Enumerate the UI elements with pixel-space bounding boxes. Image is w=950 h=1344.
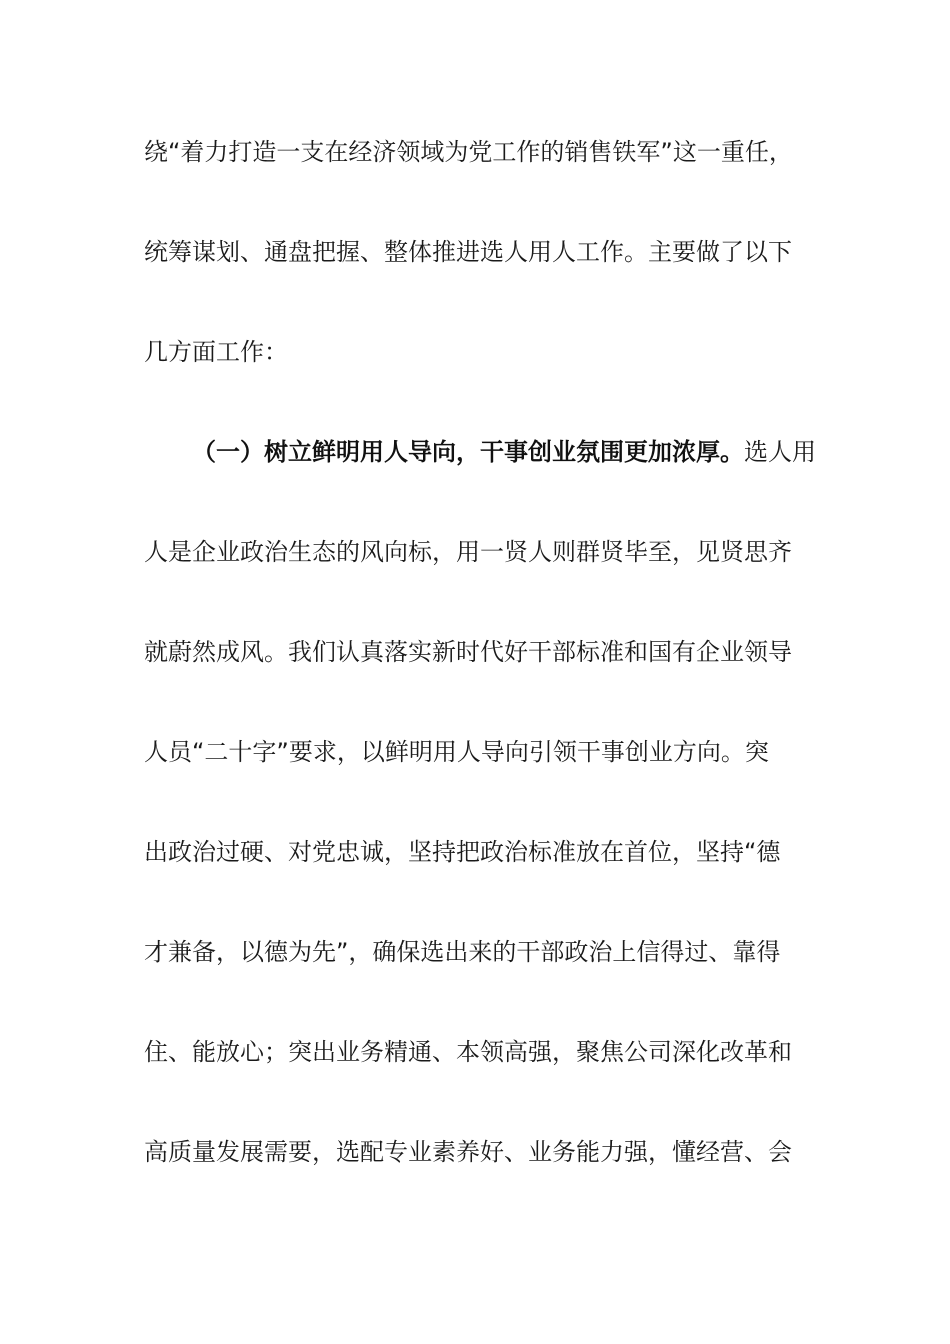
text-line: 高质量发展需要，选配专业素养好、业务能力强，懂经营、会: [144, 1138, 792, 1166]
body-text: [144, 122, 824, 1222]
text-line: 绕“着力打造一支在经济领域为党工作的销售铁军”这一重任，: [144, 138, 793, 166]
text-line: 就蔚然成风。我们认真落实新时代好干部标准和国有企业领导: [144, 638, 792, 666]
text-line: 住、能放心；突出业务精通、本领高强，聚焦公司深化改革和: [144, 1038, 792, 1066]
section-heading-line: [144, 422, 824, 522]
text-line: 几方面工作：: [144, 338, 288, 366]
text-line: 人员“二十字”要求，以鲜明用人导向引领干事创业方向。突: [144, 738, 769, 766]
text-line: 人是企业政治生态的风向标，用一贤人则群贤毕至，见贤思齐: [144, 538, 792, 566]
text-line: 才兼备，以德为先”，确保选出来的干部政治上信得过、靠得: [144, 938, 781, 966]
section-heading: （一）树立鲜明用人导向，干事创业氛围更加浓厚。: [192, 438, 744, 466]
text-line: 出政治过硬、对党忠诚，坚持把政治标准放在首位，坚持“德: [144, 838, 781, 866]
heading-continuation: 选人用: [744, 438, 816, 466]
text-line: 统筹谋划、通盘把握、整体推进选人用人工作。主要做了以下: [144, 238, 792, 266]
